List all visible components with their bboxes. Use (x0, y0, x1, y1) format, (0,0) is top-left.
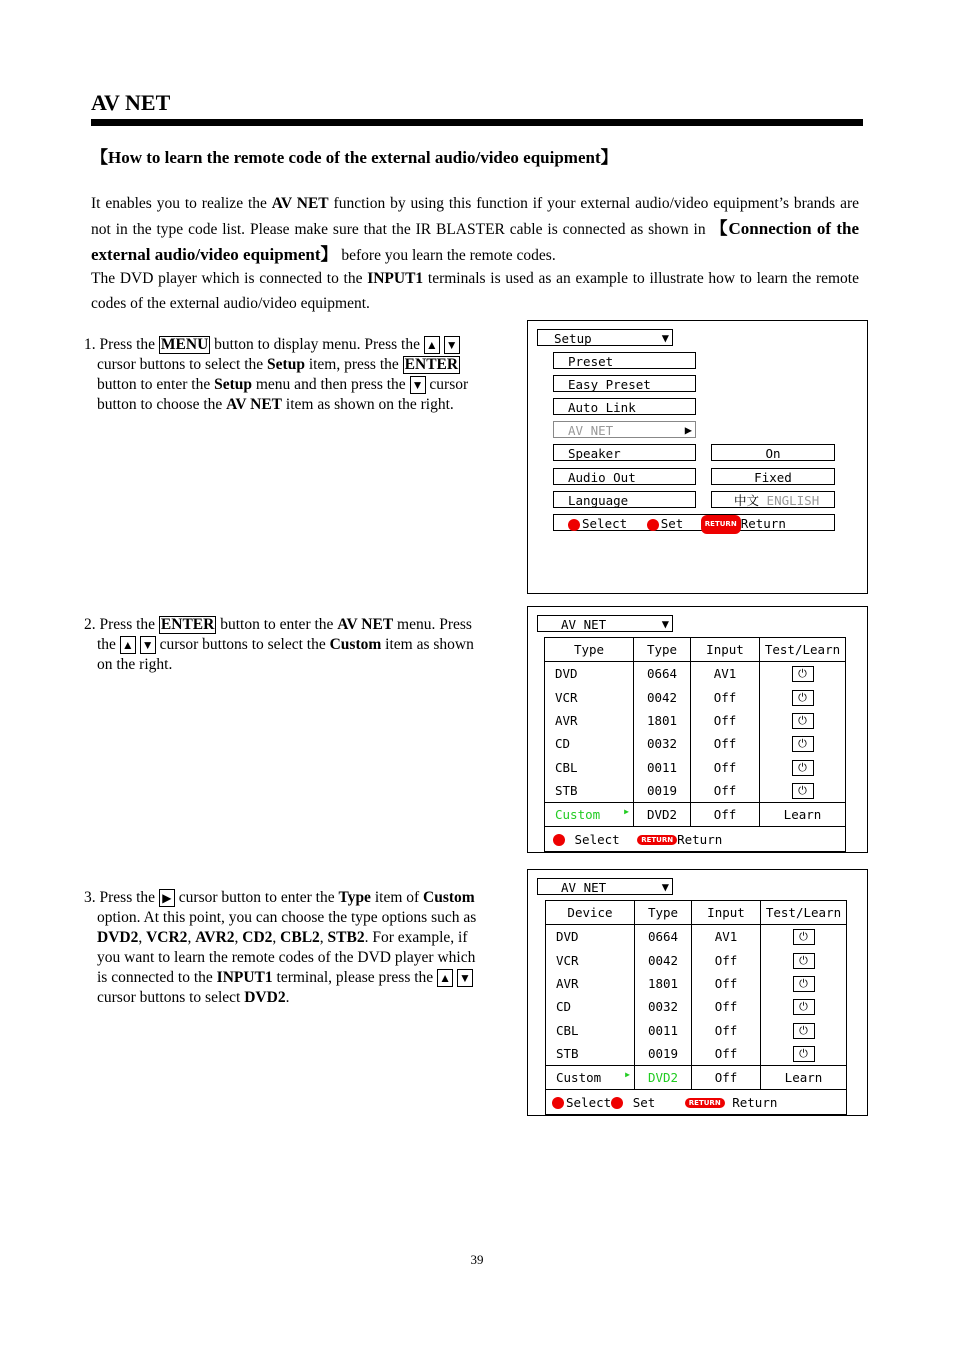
table-row (545, 779, 846, 803)
device-cell: CD (546, 995, 635, 1018)
input-cell: AV1 (691, 662, 760, 686)
input-cell: Off (692, 1018, 761, 1041)
device-cell: CBL (546, 1018, 635, 1041)
device-cell: STB (545, 779, 634, 803)
type-cell: 0011 (634, 755, 691, 778)
title-rule (91, 119, 863, 126)
step-3-text: 3. Press the ▶ cursor button to enter the Type item of Custom option. At this point, you can choose the type options such as DVD2, VCR2, AVR2, CD2, CBL2, STB2. For example, if you want to learn the remote codes of the DVD player which is connected to the INPUT1 terminal, please press the ▲ ▼ cursor buttons to select DVD2. (84, 889, 477, 1006)
input-cell: Off (691, 755, 760, 778)
step-1-text: 1. Press the MENU button to display menu. Press the ▲ ▼ cursor buttons to select the Setup item, press the ENTER button to enter the Setup menu and then press the ▼ cursor button to choose the AV NET item as shown on the right. (84, 336, 469, 413)
custom-row (545, 803, 846, 827)
avnet-header: AV NET ▼ (537, 615, 673, 632)
col-header: Test/Learn (765, 905, 842, 921)
input-cell: Off (692, 949, 761, 972)
power-icon[interactable]: ⏻ (793, 1023, 815, 1039)
table-row (545, 709, 846, 732)
device-cell: VCR (546, 949, 635, 972)
power-icon[interactable]: ⏻ (793, 976, 815, 992)
device-cell: CBL (545, 755, 634, 778)
type-cell: 0042 (635, 949, 692, 972)
menu-item-easy-preset[interactable]: Easy Preset (553, 375, 696, 392)
enter-key-label: ENTER (160, 616, 215, 633)
input-cell: Off (691, 709, 760, 732)
leftright-nav-icon (647, 519, 659, 531)
avnet-table (545, 900, 847, 1115)
table-row (545, 732, 846, 755)
device-cell: AVR (546, 972, 635, 995)
type-cell: 0011 (635, 1018, 692, 1041)
col-header: Input (692, 901, 761, 925)
table-row (545, 662, 846, 686)
learn-cell[interactable]: Learn (784, 1070, 823, 1086)
custom-row (546, 1066, 847, 1090)
table-row (546, 949, 847, 972)
menu-item-auto-link[interactable]: Auto Link (553, 398, 696, 415)
avnet-table (544, 637, 846, 852)
custom-type-cell[interactable]: DVD2 (634, 803, 691, 827)
setup-menu-screen (527, 320, 868, 594)
col-header: Type (545, 638, 634, 662)
menu-item-audio-out[interactable]: Audio Out (553, 468, 696, 485)
power-icon[interactable]: ⏻ (793, 953, 815, 969)
input-cell: Off (692, 995, 761, 1018)
setup-header: Setup ▼ (537, 329, 673, 346)
power-icon[interactable]: ⏻ (793, 999, 815, 1015)
section-heading: 【How to learn the remote code of the external audio/video equipment】 (91, 148, 618, 167)
updown-nav-icon (611, 1097, 623, 1109)
menu-item-av-net[interactable]: AV NET ▶ (553, 421, 696, 438)
custom-input-cell: Off (692, 1066, 761, 1090)
nav-pad-icon (553, 834, 565, 846)
up-arrow-icon: ▲ (437, 969, 453, 987)
device-cell: VCR (545, 686, 634, 709)
return-badge-icon: RETURN (637, 835, 677, 845)
col-header: Input (691, 638, 760, 662)
footer-row: Select Set RETURN Return (546, 1090, 847, 1114)
device-cell: DVD (546, 925, 635, 949)
intro-paragraph-1: It enables you to realize the AV NET function by using this function if your external audio/video equipment’s brands are not in the type code list. Please make sure that the IR BLASTER cable is connected as shown in 【Connection of the external audio/video equipment】 before you learn the remote codes. (91, 195, 860, 264)
right-arrow-icon: ▶ (159, 889, 175, 907)
setup-footer: Select Set RETURN Return (553, 514, 835, 531)
power-icon[interactable]: ⏻ (793, 1046, 815, 1062)
type-cell: 0019 (635, 1042, 692, 1066)
up-arrow-icon: ▲ (424, 336, 440, 354)
avnet-header: AV NET ▼ (537, 878, 673, 895)
col-header: Test/Learn (764, 642, 841, 658)
enter-key-label: ENTER (404, 356, 459, 373)
footer-row: Select RETURN Return (545, 827, 846, 851)
input-cell: Off (691, 779, 760, 803)
type-cell: 1801 (635, 972, 692, 995)
col-header: Type (635, 901, 692, 925)
device-cell: DVD (545, 662, 634, 686)
type-cell: 0664 (635, 925, 692, 949)
intro-paragraph-2: The DVD player which is connected to the INPUT1 terminals is used as an example to illustrate how to learn the remote codes of the external audio/video equipment. (91, 270, 859, 312)
power-icon[interactable]: ⏻ (792, 666, 814, 682)
power-icon[interactable]: ⏻ (792, 713, 814, 729)
table-row (546, 972, 847, 995)
return-badge-icon: RETURN (685, 1098, 725, 1108)
menu-item-preset[interactable]: Preset (553, 352, 696, 369)
device-cell: CD (545, 732, 634, 755)
leftright-nav-icon (552, 1097, 564, 1109)
menu-item-language[interactable]: Language (553, 491, 696, 508)
type-cell: 0664 (634, 662, 691, 686)
type-cell: 0042 (634, 686, 691, 709)
power-icon[interactable]: ⏻ (793, 929, 815, 945)
custom-type-cell-selected[interactable]: DVD2 (635, 1066, 692, 1090)
menu-key-label: MENU (160, 336, 209, 353)
page-number: 39 (470, 1252, 484, 1267)
table-row (546, 1018, 847, 1041)
table-row (546, 995, 847, 1018)
language-value: 中文 ENGLISH (711, 491, 835, 508)
avnet-screen-custom-selected (527, 606, 868, 853)
type-cell: 0032 (635, 995, 692, 1018)
updown-nav-icon (568, 519, 580, 531)
speaker-value: On (711, 444, 835, 461)
down-arrow-icon: ▼ (410, 376, 426, 394)
power-icon[interactable]: ⏻ (792, 783, 814, 799)
table-row (546, 925, 847, 949)
down-arrow-icon: ▼ (457, 969, 473, 987)
col-header: Type (634, 638, 691, 662)
type-cell: 1801 (634, 709, 691, 732)
type-cell: 0032 (634, 732, 691, 755)
page-title: AV NET (91, 90, 171, 115)
power-icon[interactable]: ⏻ (792, 736, 814, 752)
down-arrow-icon: ▼ (444, 336, 460, 354)
audio-out-value: Fixed (711, 468, 835, 485)
power-icon[interactable]: ⏻ (792, 690, 814, 706)
table-row (545, 686, 846, 709)
power-icon[interactable]: ⏻ (792, 760, 814, 776)
down-arrow-icon: ▼ (140, 636, 156, 654)
input-cell: AV1 (692, 925, 761, 949)
input-cell: Off (691, 732, 760, 755)
return-badge-icon: RETURN (701, 515, 741, 534)
input-cell: Off (692, 972, 761, 995)
table-row (546, 1042, 847, 1066)
col-header: Device (546, 901, 635, 925)
custom-input-cell: Off (691, 803, 760, 827)
custom-cell-selected[interactable]: Custom ▶ (545, 803, 634, 827)
table-row (545, 755, 846, 778)
input-cell: Off (692, 1042, 761, 1066)
type-cell: 0019 (634, 779, 691, 803)
custom-cell[interactable]: Custom ▶ (546, 1066, 635, 1090)
step-2-text: 2. Press the ENTER button to enter the AV NET menu. Press the ▲ ▼ cursor buttons to select the Custom item as shown on the right. (84, 616, 474, 673)
menu-item-speaker[interactable]: Speaker (553, 444, 696, 461)
device-cell: STB (546, 1042, 635, 1066)
device-cell: AVR (545, 709, 634, 732)
input-cell: Off (691, 686, 760, 709)
up-arrow-icon: ▲ (120, 636, 136, 654)
learn-cell[interactable]: Learn (783, 807, 822, 823)
avnet-screen-type-selected (527, 869, 868, 1116)
